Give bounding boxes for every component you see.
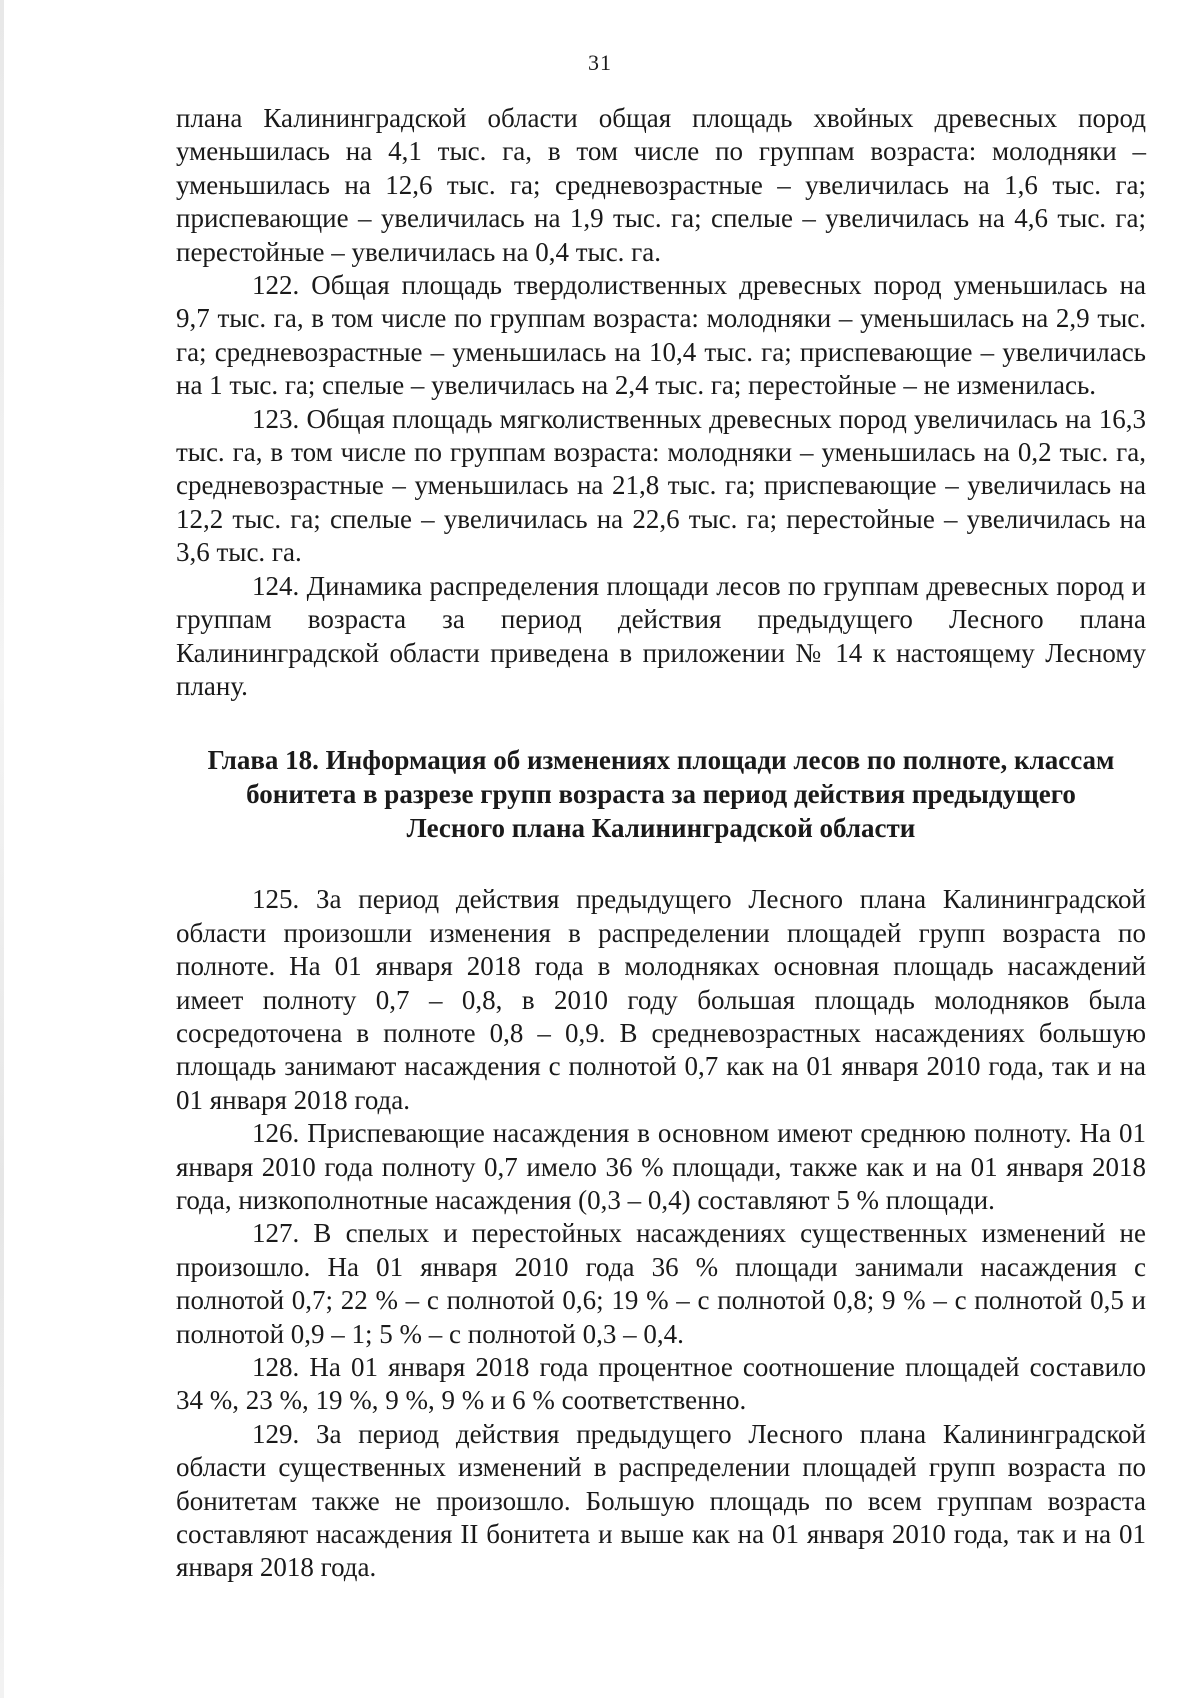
paragraph-122: 122. Общая площадь твердолиственных древесных пород уменьшилась на 9,7 тыс. га, в том числе по группам возраста: молодняки – уменьшилась на 2,9 тыс. га; средневозрастные – уменьшилась на 10,4 тыс. га; приспевающие – увеличилась на 1 тыс. га; спелые – увеличилась на 2,4 тыс. га; перестойные – не изменилась.: [176, 270, 1146, 401]
paragraph-128: 128. На 01 января 2018 года процентное соотношение площадей составило 34 %, 23 %, 19 %, 9 %, 9 % и 6 % соответственно.: [176, 1352, 1146, 1416]
page-body: [176, 102, 1146, 1585]
paragraph-123: 123. Общая площадь мягколиственных древесных пород увеличилась на 16,3 тыс. га, в том числе по группам возраста: молодняки – уменьшилась на 0,2 тыс. га, средневозрастные – уменьшилась на 21,8 тыс. га; приспевающие – увеличилась на 12,2 тыс. га; спелые – увеличилась на 22,6 тыс. га; перестойные – увеличилась на 3,6 тыс. га.: [176, 403, 1146, 568]
chapter-heading: Глава 18. Информация об изменениях площади лесов по полноте, классам бонитета в разрезе групп возраста за период действия предыдущего Лесного плана Калининградской области: [207, 745, 1115, 844]
page-number: 31: [588, 50, 612, 75]
paragraph-129: 129. За период действия предыдущего Лесного плана Калининградской области существенных изменений в распределении площадей групп возраста по бонитетам также не произошло. Большую площадь по всем группам возраста составляют насаждения II бонитета и выше как на 01 января 2010 года, так и на 01 января 2018 года.: [176, 1418, 1146, 1583]
paragraph-125: 125. За период действия предыдущего Лесного плана Калининградской области произошли изменения в распределении площадей групп возраста по полноте. На 01 января 2018 года в молодняках основная площадь насаждений имеет полноту 0,7 – 0,8, в 2010 году большая площадь молодняков была сосредоточена в полноте 0,8 – 0,9. В средневозрастных насаждениях большую площадь занимают насаждения с полнотой 0,7 как на 01 января 2010 года, так и на 01 января 2018 года.: [176, 884, 1146, 1115]
paragraph-continued: плана Калининградской области общая площадь хвойных древесных пород уменьшилась на 4,1 тыс. га, в том числе по группам возраста: молодняки – уменьшилась на 12,6 тыс. га; средневозрастные – увеличилась на 1,6 тыс. га; приспевающие – увеличилась на 1,9 тыс. га; спелые – увеличилась на 4,6 тыс. га; перестойные – увеличилась на 0,4 тыс. га.: [176, 103, 1146, 267]
paragraph-127: 127. В спелых и перестойных насаждениях существенных изменений не произошло. На 01 января 2010 года 36 % площади занимали насаждения с полнотой 0,7; 22 % – с полнотой 0,6; 19 % – с полнотой 0,8; 9 % – с полнотой 0,5 и полнотой 0,9 – 1; 5 % – с полнотой 0,3 – 0,4.: [176, 1218, 1146, 1349]
paragraph-126: 126. Приспевающие насаждения в основном имеют среднюю полноту. На 01 января 2010 года полноту 0,7 имело 36 % площади, также как и на 01 января 2018 года, низкополнотные насаждения (0,3 – 0,4) составляют 5 % площади.: [176, 1118, 1146, 1215]
scan-edge: [0, 0, 4, 1698]
paragraph-124: 124. Динамика распределения площади лесов по группам древесных пород и группам возраста за период действия предыдущего Лесного плана Калининградской области приведена в приложении № 14 к настоящему Лесному плану.: [176, 570, 1146, 701]
